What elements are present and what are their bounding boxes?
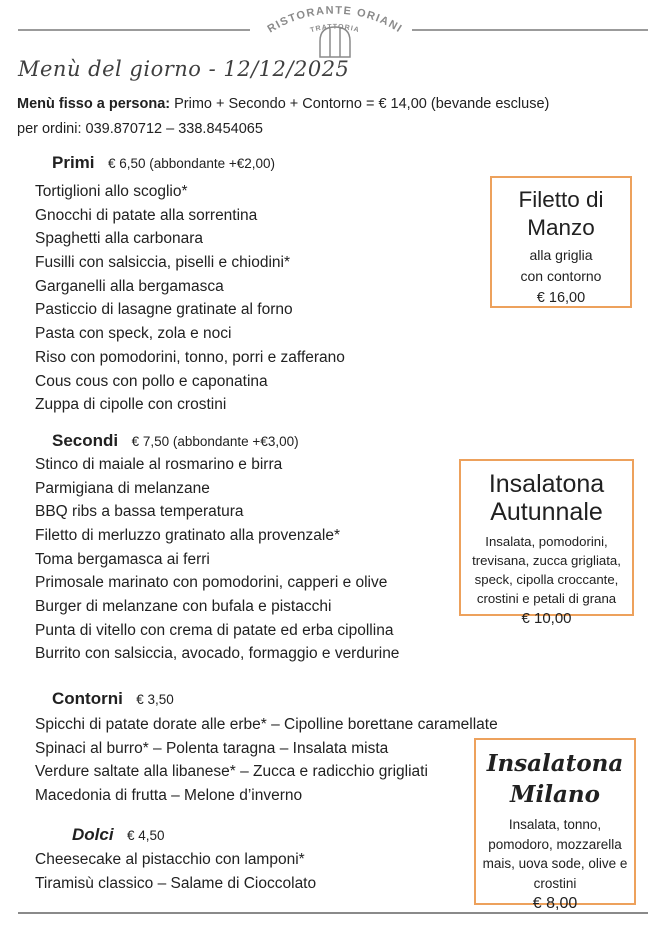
menu-item: Parmigiana di melanzane (35, 479, 210, 497)
special-box-insalatona-autunnale (459, 459, 634, 627)
special-box-insalatona-milano (474, 738, 636, 913)
menu-item: Cheesecake al pistacchio con lamponi* (35, 850, 305, 868)
special-price: € 8,00 (532, 895, 578, 913)
special-description: Insalata, tonno, pomodoro, mozzarella mais, uova sode, olive e crostini (482, 817, 628, 891)
menu-item: Stinco di maiale al rosmarino e birra (35, 455, 283, 473)
svg-text:TRATTORIA (310, 24, 361, 35)
menu-item: Riso con pomodorini, tonno, porri e zafferano (35, 348, 345, 366)
section-name: Contorni (52, 689, 123, 709)
restaurant-logo (250, 0, 420, 58)
fixed-menu-line (17, 96, 549, 112)
menu-item: Verdure saltate alla libanese* – Zucca e radicchio grigliati (35, 763, 428, 781)
header-rule-right (412, 29, 648, 31)
menu-item: Toma bergamasca ai ferri (35, 550, 210, 568)
menu-item: Burger di melanzane con bufala e pistacchi (35, 598, 332, 615)
fixed-menu-text: Primo + Secondo + Contorno = € 14,00 (bevande escluse) (170, 96, 550, 112)
special-price: € 10,00 (521, 609, 572, 627)
special-subline: con contorno (520, 268, 602, 285)
footer-rule (18, 912, 648, 914)
menu-item: Fusilli con salsiccia, piselli e chiodini* (35, 254, 290, 272)
menu-item: Tiramisù classico – Salame di Cioccolato (35, 875, 317, 893)
menu-item: BBQ ribs a bassa temperatura (35, 503, 244, 521)
fixed-menu-label: Menù fisso a persona: (17, 96, 171, 112)
special-subline: alla griglia (529, 247, 593, 264)
section-price: € 6,50 (abbondante +€2,00) (107, 156, 276, 171)
section-heading-primi (35, 151, 620, 175)
orders-line: per ordini: 039.870712 – 338.8454065 (17, 121, 263, 137)
page-title: Menù del giorno - 12/12/2025 (18, 57, 350, 81)
special-description: Insalata, pomodorini, trevisana, zucca grigliata, speck, cipolla croccante, crostini e petali di grana (472, 534, 621, 607)
menu-item: Burrito con salsiccia, avocado, formaggio e verdurine (35, 645, 400, 663)
menu-item: Punta di vitello con crema di patate ed erba cipollina (35, 621, 394, 639)
menu-item: Spicchi di patate dorate alle erbe* – Cipolline borettane caramellate (35, 716, 498, 734)
header-rule-left (18, 29, 250, 31)
arched-door-icon (320, 27, 350, 57)
section-price: € 4,50 (127, 827, 165, 843)
section-name: Secondi (52, 430, 119, 450)
menu-item: Spaghetti alla carbonara (35, 230, 204, 248)
special-title: Insalatona Autunnale (488, 470, 605, 526)
section-heading-secondi (35, 429, 620, 453)
menu-item: Cous cous con pollo e caponatina (35, 372, 268, 390)
menu-item: Pasta con speck, zola e noci (35, 325, 232, 343)
special-box-filetto-di-manzo (490, 176, 632, 308)
section-price: € 7,50 (abbondante +€3,00) (131, 433, 299, 449)
menu-item: Zuppa di cipolle con crostini (35, 396, 227, 414)
section-price: € 3,50 (136, 692, 174, 708)
special-title: Insalatona Milano (486, 750, 624, 809)
menu-item: Pasticcio di lasagne gratinate al forno (35, 301, 293, 319)
section-name: Dolci (72, 824, 114, 844)
logo-sub-text: TRATTORIA (309, 23, 361, 35)
special-title: Filetto di Manzo (518, 187, 604, 241)
special-price: € 16,00 (536, 290, 586, 307)
section-name: Primi (52, 153, 95, 172)
menu-item: Gnocchi di patate alla sorrentina (35, 206, 258, 224)
menu-item: Tortiglioni allo scoglio* (35, 183, 188, 200)
svg-text:RISTORANTE ORIANI (266, 5, 405, 36)
menu-item: Macedonia di frutta – Melone d’inverno (35, 787, 303, 805)
menu-item: Filetto di merluzzo gratinato alla provenzale* (35, 526, 340, 544)
logo-arc-text: RISTORANTE ORIANI (265, 4, 405, 36)
menu-item: Primosale marinato con pomodorini, capperi e olive (35, 574, 388, 592)
menu-item: Spinaci al burro* – Polenta taragna – Insalata mista (35, 739, 389, 757)
menu-item: Garganelli alla bergamasca (35, 277, 224, 295)
section-heading-contorni (35, 687, 620, 711)
